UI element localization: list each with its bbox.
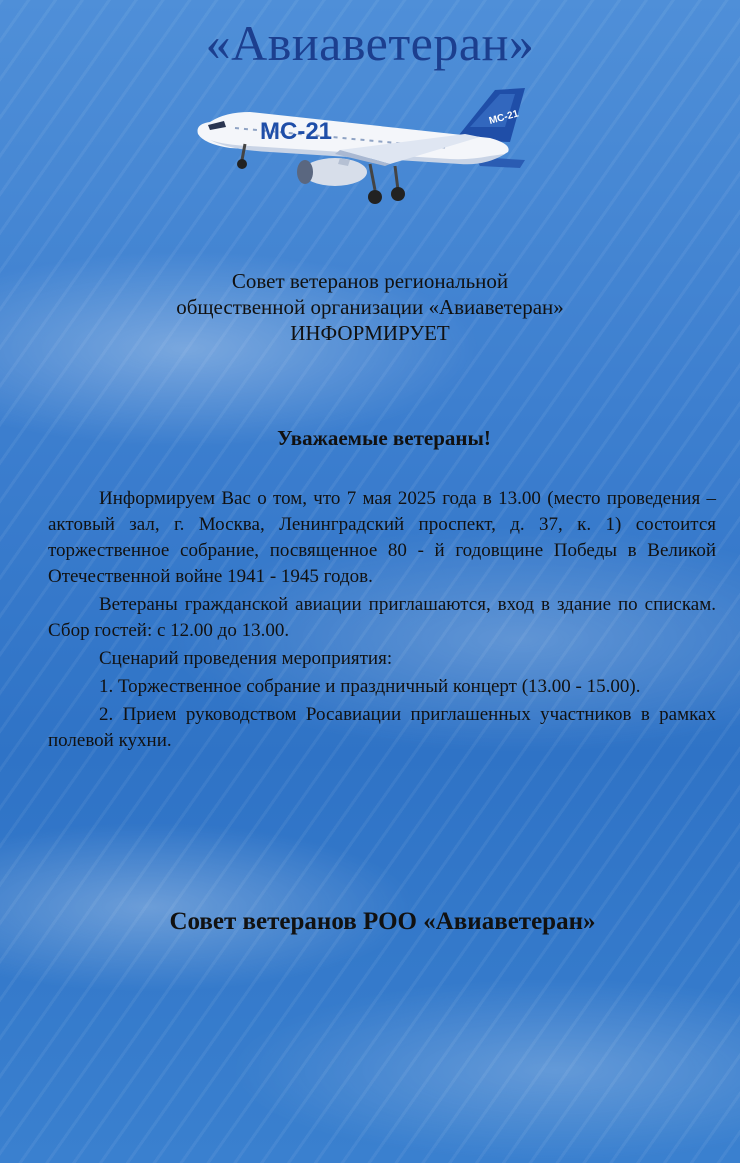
- signature: Совет ветеранов РОО «Авиаветеран»: [169, 908, 596, 935]
- council-announcement: [0, 268, 740, 346]
- airplane-icon: [190, 82, 540, 212]
- entry-paragraph: Ветераны гражданской авиации приглашаются, вход в здание по спискам. Сбор гостей: с 12.00 до 13.00.: [48, 594, 716, 641]
- event-paragraph: Информируем Вас о том, что 7 мая 2025 года в 13.00 (место проведения – актовый зал, г. Москва, Ленинградский проспект, д. 37, к. 1) состоится торжественное собрание, посвященное 80 - й годовщине Победы в Великой Отечественной войне 1941 - 1945 годов.: [48, 488, 716, 587]
- council-line-1: Совет ветеранов региональной: [231, 269, 509, 293]
- fuselage-logo-text: МС-21: [260, 118, 333, 145]
- scenario-heading: Сценарий проведения мероприятия:: [99, 648, 393, 669]
- greeting: Уважаемые ветераны!: [277, 426, 491, 450]
- page-title: «Авиаветеран»: [205, 15, 535, 71]
- letter-body: [48, 486, 716, 756]
- council-line-2: общественной организации «Авиаветеран»: [176, 295, 564, 319]
- council-line-3: ИНФОРМИРУЕТ: [290, 321, 450, 345]
- tail-logo-text: МС-21: [487, 108, 520, 127]
- scenario-item-1: 1. Торжественное собрание и праздничный концерт (13.00 - 15.00).: [99, 676, 641, 697]
- scenario-item-2: 2. Прием руководством Росавиации приглашенных участников в рамках полевой кухни.: [48, 704, 716, 751]
